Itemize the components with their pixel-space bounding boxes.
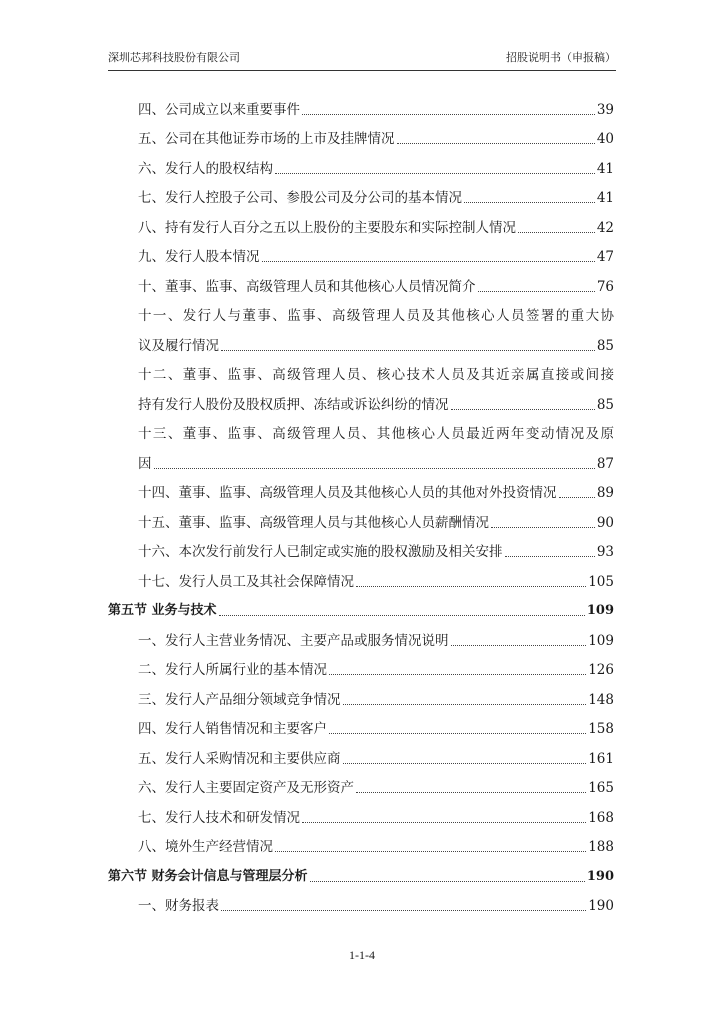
toc-entry[interactable] xyxy=(108,796,614,826)
toc-section-entry[interactable] xyxy=(108,855,614,885)
toc-entry-page: 40 xyxy=(596,131,614,147)
toc-entry-line2 xyxy=(138,442,614,472)
toc-entry[interactable] xyxy=(108,177,614,207)
toc-entry-title: 三、发行人产品细分领域竞争情况 xyxy=(138,691,341,708)
toc-entry-page: 190 xyxy=(586,868,614,884)
toc-entry[interactable] xyxy=(108,472,614,502)
page-footer xyxy=(0,948,724,963)
toc-entry-title: 十六、本次发行前发行人已制定或实施的股权激励及相关安排 xyxy=(138,544,503,560)
toc-leader xyxy=(478,291,595,292)
toc-leader xyxy=(219,615,585,616)
toc-entry-page: 109 xyxy=(588,632,614,649)
toc-leader xyxy=(310,881,585,882)
toc-entry[interactable] xyxy=(108,295,614,354)
toc-entry-title: 六、发行人的股权结构 xyxy=(138,160,273,177)
toc-entry-page: 126 xyxy=(588,662,614,678)
toc-entry[interactable] xyxy=(108,147,614,177)
toc-leader xyxy=(302,822,586,823)
toc-leader xyxy=(518,232,595,233)
toc-entry[interactable] xyxy=(108,885,614,915)
toc-entry-title: 十、董事、监事、高级管理人员和其他核心人员情况简介 xyxy=(138,278,476,295)
toc-entry-page: 39 xyxy=(596,101,614,118)
toc-entry-title: 五、发行人采购情况和主要供应商 xyxy=(138,750,341,767)
toc-entry-title-line2: 持有发行人股份及股权质押、冻结或诉讼纠纷的情况 xyxy=(138,396,449,413)
toc-leader xyxy=(397,143,595,144)
toc-entry[interactable] xyxy=(108,501,614,531)
toc-entry-page: 76 xyxy=(596,278,614,295)
toc-entry[interactable] xyxy=(108,265,614,295)
header-company: 深圳芯邦科技股份有限公司 xyxy=(108,51,240,64)
toc-entry-title-line1: 十一、发行人与董事、监事、高级管理人员及其他核心人员签署的重大协 xyxy=(138,308,614,324)
toc-entry-page: 168 xyxy=(588,809,614,826)
toc-entry-line2 xyxy=(138,383,614,413)
toc-leader xyxy=(221,910,586,911)
toc-entry[interactable] xyxy=(108,649,614,679)
toc-entry-title: 十五、董事、监事、高级管理人员与其他核心人员薪酬情况 xyxy=(138,514,489,531)
toc-entry[interactable] xyxy=(108,206,614,236)
toc-entry[interactable] xyxy=(108,619,614,649)
toc-entry[interactable] xyxy=(108,354,614,413)
toc-leader xyxy=(262,261,595,262)
toc-entry[interactable] xyxy=(108,737,614,767)
toc-entry-title: 一、财务报表 xyxy=(138,898,219,914)
toc-entry-line1 xyxy=(138,413,614,443)
toc-leader xyxy=(451,645,587,646)
toc-leader xyxy=(221,350,595,351)
toc-entry-page: 188 xyxy=(588,839,614,855)
toc-leader xyxy=(451,409,595,410)
toc-entry-page: 90 xyxy=(596,514,614,531)
toc-leader xyxy=(302,114,595,115)
toc-entry-line1 xyxy=(138,295,614,325)
toc-entry-page: 105 xyxy=(588,573,614,590)
toc-entry-title: 九、发行人股本情况 xyxy=(138,249,260,265)
toc-entry-title: 十四、董事、监事、高级管理人员及其他核心人员的其他对外投资情况 xyxy=(138,485,557,501)
toc-leader xyxy=(491,527,595,528)
toc-entry[interactable] xyxy=(108,413,614,472)
toc-entry[interactable] xyxy=(108,88,614,118)
toc-leader xyxy=(275,851,586,852)
toc-leader xyxy=(343,704,587,705)
toc-entry-title: 八、境外生产经营情况 xyxy=(138,839,273,855)
toc-entry[interactable] xyxy=(108,531,614,561)
toc-entry-page: 85 xyxy=(596,337,614,354)
toc-entry-page: 41 xyxy=(596,190,614,206)
toc-entry-title-line2: 因 xyxy=(138,455,152,472)
toc-leader xyxy=(329,674,586,675)
page-header xyxy=(108,50,616,71)
toc-entry[interactable] xyxy=(108,118,614,148)
toc-section-title: 第五节 业务与技术 xyxy=(108,603,217,618)
table-of-contents xyxy=(108,88,614,914)
toc-entry-title: 二、发行人所属行业的基本情况 xyxy=(138,662,327,678)
toc-entry[interactable] xyxy=(108,767,614,797)
toc-entry-page: 47 xyxy=(596,249,614,265)
toc-leader xyxy=(343,763,587,764)
toc-entry-title: 七、发行人控股子公司、参股公司及分公司的基本情况 xyxy=(138,190,462,206)
toc-entry-title: 四、公司成立以来重要事件 xyxy=(138,101,300,118)
toc-entry-page: 42 xyxy=(596,219,614,236)
toc-entry-page: 148 xyxy=(588,691,614,708)
toc-entry-title-line1: 十三、董事、监事、高级管理人员、其他核心人员最近两年变动情况及原 xyxy=(138,426,614,442)
toc-entry-line1 xyxy=(138,354,614,384)
toc-leader xyxy=(464,202,595,203)
toc-entry-title: 一、发行人主营业务情况、主要产品或服务情况说明 xyxy=(138,632,449,649)
toc-leader xyxy=(505,556,595,557)
toc-section-entry[interactable] xyxy=(108,590,614,620)
toc-entry-page: 41 xyxy=(596,160,614,177)
toc-entry-page: 165 xyxy=(588,780,614,796)
page-number: 1-1-4 xyxy=(349,948,375,962)
toc-leader xyxy=(356,792,586,793)
toc-entry-title: 八、持有发行人百分之五以上股份的主要股东和实际控制人情况 xyxy=(138,219,516,236)
toc-entry-page: 93 xyxy=(596,544,614,560)
toc-entry-title: 四、发行人销售情况和主要客户 xyxy=(138,721,327,737)
toc-entry-title-line2: 议及履行情况 xyxy=(138,337,219,354)
toc-section-title: 第六节 财务会计信息与管理层分析 xyxy=(108,868,308,884)
toc-entry[interactable] xyxy=(108,708,614,738)
toc-entry-page: 109 xyxy=(586,603,614,618)
toc-entry[interactable] xyxy=(108,236,614,266)
toc-entry[interactable] xyxy=(108,678,614,708)
header-doc-title: 招股说明书（申报稿） xyxy=(506,51,616,64)
toc-entry-page: 85 xyxy=(596,396,614,413)
toc-entry-page: 87 xyxy=(596,455,614,472)
toc-leader xyxy=(559,497,595,498)
toc-leader xyxy=(275,173,595,174)
toc-entry-page: 161 xyxy=(588,750,614,767)
toc-entry-title: 七、发行人技术和研发情况 xyxy=(138,809,300,826)
toc-entry-title: 六、发行人主要固定资产及无形资产 xyxy=(138,780,354,796)
toc-entry-line2 xyxy=(138,324,614,354)
toc-leader xyxy=(154,468,595,469)
toc-entry-page: 89 xyxy=(596,485,614,501)
toc-entry-title-line1: 十二、董事、监事、高级管理人员、核心技术人员及其近亲属直接或间接 xyxy=(138,367,614,383)
toc-entry-title: 五、公司在其他证券市场的上市及挂牌情况 xyxy=(138,131,395,147)
toc-entry-page: 190 xyxy=(588,898,614,914)
toc-entry[interactable] xyxy=(108,560,614,590)
toc-entry-page: 158 xyxy=(588,721,614,737)
toc-entry[interactable] xyxy=(108,826,614,856)
toc-leader xyxy=(356,586,586,587)
toc-leader xyxy=(329,733,586,734)
toc-entry-title: 十七、发行人员工及其社会保障情况 xyxy=(138,573,354,590)
